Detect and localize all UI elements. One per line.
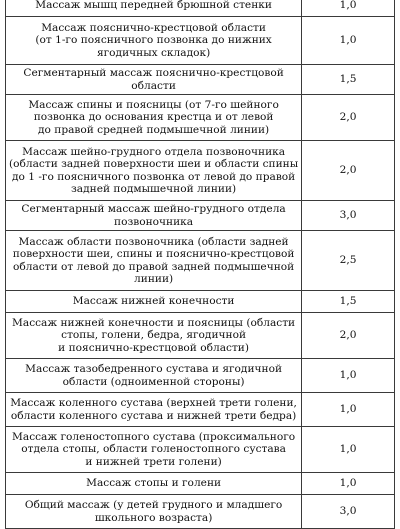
unit-value-cell: 2,0	[302, 141, 395, 201]
massage-table-body	[6, 0, 395, 529]
procedure-name-cell	[6, 65, 302, 95]
procedure-name-cell	[6, 393, 302, 427]
procedure-name-line: отдела стопы, области голеностопного сустава	[21, 443, 286, 456]
unit-value-cell: 2,0	[302, 95, 395, 141]
procedure-name-line: и нижней трети голени)	[85, 455, 222, 468]
procedure-name-cell	[6, 0, 302, 17]
procedure-name-cell	[6, 95, 302, 141]
procedure-name-line: Массаж голеностопного сустава (проксимального	[12, 431, 296, 444]
procedure-name-line: (области задней поверхности шеи и области спины	[9, 158, 299, 171]
table-row	[6, 473, 395, 495]
procedure-name-line: области коленного сустава и нижней трети бедра)	[10, 409, 297, 422]
procedure-name-cell	[6, 17, 302, 65]
procedure-name-line: Общий массаж (у детей грудного и младшего	[24, 499, 283, 512]
procedure-name-line: Массаж коленного сустава (верхней трети голени,	[10, 397, 297, 410]
unit-value-cell: 1,0	[302, 359, 395, 393]
procedure-name-cell	[6, 231, 302, 291]
procedure-name-line: поверхности шеи, спины и пояснично-крестцовой	[12, 248, 295, 261]
procedure-name-cell	[6, 427, 302, 473]
procedure-name-line: позвонка до основания крестца и от левой	[33, 111, 274, 124]
unit-value-cell: 1,0	[302, 17, 395, 65]
procedure-name-line: линии)	[134, 272, 174, 285]
procedure-name-line: Массаж тазобедренного сустава и ягодичной	[25, 363, 283, 376]
table-row	[6, 65, 395, 95]
procedure-name-line: стопы, голени, бедра, ягодичной	[61, 329, 247, 342]
unit-value-cell: 3,0	[302, 201, 395, 231]
procedure-name-line: Массаж шейно-грудного отдела позвоночника	[22, 146, 286, 159]
procedure-name-line: (от 1-го поясничного позвонка до нижних	[35, 34, 272, 47]
procedure-name-cell	[6, 359, 302, 393]
procedure-name-line: Массаж нижней конечности	[72, 295, 235, 308]
procedure-name-line: позвоночника	[114, 215, 194, 228]
unit-value-cell: 1,0	[302, 0, 395, 17]
procedure-name-line: области (одноименной стороны)	[62, 375, 245, 388]
procedure-name-cell	[6, 141, 302, 201]
table-row	[6, 313, 395, 359]
table-row	[6, 291, 395, 313]
table-row	[6, 0, 395, 17]
unit-value-cell: 1,0	[302, 473, 395, 495]
procedure-name-line: до правой средней подмышечной линии)	[37, 123, 270, 136]
procedure-name-cell	[6, 201, 302, 231]
procedure-name-line: области от левой до правой задней подмышечной	[12, 260, 295, 273]
table-row	[6, 495, 395, 529]
table-row	[6, 393, 395, 427]
table-row	[6, 95, 395, 141]
procedure-name-line: и пояснично-крестцовой области)	[58, 341, 249, 354]
procedure-name-line: до 1 -го поясничного позвонка от левой до правой	[11, 170, 296, 183]
procedure-name-cell	[6, 313, 302, 359]
procedure-name-cell	[6, 291, 302, 313]
procedure-name-cell	[6, 473, 302, 495]
unit-value-cell: 2,5	[302, 231, 395, 291]
table-row	[6, 231, 395, 291]
procedure-name-line: ягодичных складок)	[96, 46, 211, 59]
procedure-name-line: Массаж мышц передней брюшной стенки	[35, 0, 272, 12]
table-row	[6, 359, 395, 393]
unit-value-cell: 1,5	[302, 65, 395, 95]
table-row	[6, 141, 395, 201]
procedure-name-line: Массаж спины и поясницы (от 7-го шейного	[28, 99, 279, 112]
table-row	[6, 427, 395, 473]
procedure-name-line: области	[131, 79, 176, 92]
procedure-name-cell	[6, 495, 302, 529]
unit-value-cell: 3,0	[302, 495, 395, 529]
procedure-name-line: Сегментарный массаж шейно-грудного отдела	[21, 203, 286, 216]
unit-value-cell: 2,0	[302, 313, 395, 359]
unit-value-cell: 1,0	[302, 393, 395, 427]
unit-value-cell: 1,5	[302, 291, 395, 313]
procedure-name-line: Массаж пояснично-крестцовой области	[41, 22, 266, 35]
procedure-name-line: Сегментарный массаж пояснично-крестцовой	[23, 67, 284, 80]
table-row	[6, 201, 395, 231]
procedure-name-line: задней подмышечной линии)	[71, 182, 237, 195]
unit-value-cell: 1,0	[302, 427, 395, 473]
table-row	[6, 17, 395, 65]
massage-table	[5, 0, 395, 529]
procedure-name-line: школьного возраста)	[94, 511, 213, 524]
procedure-name-line: Массаж нижней конечности и поясницы (области	[12, 317, 296, 330]
procedure-name-line: Массаж области позвоночника (области задней	[18, 236, 289, 249]
procedure-name-line: Массаж стопы и голени	[86, 477, 222, 490]
